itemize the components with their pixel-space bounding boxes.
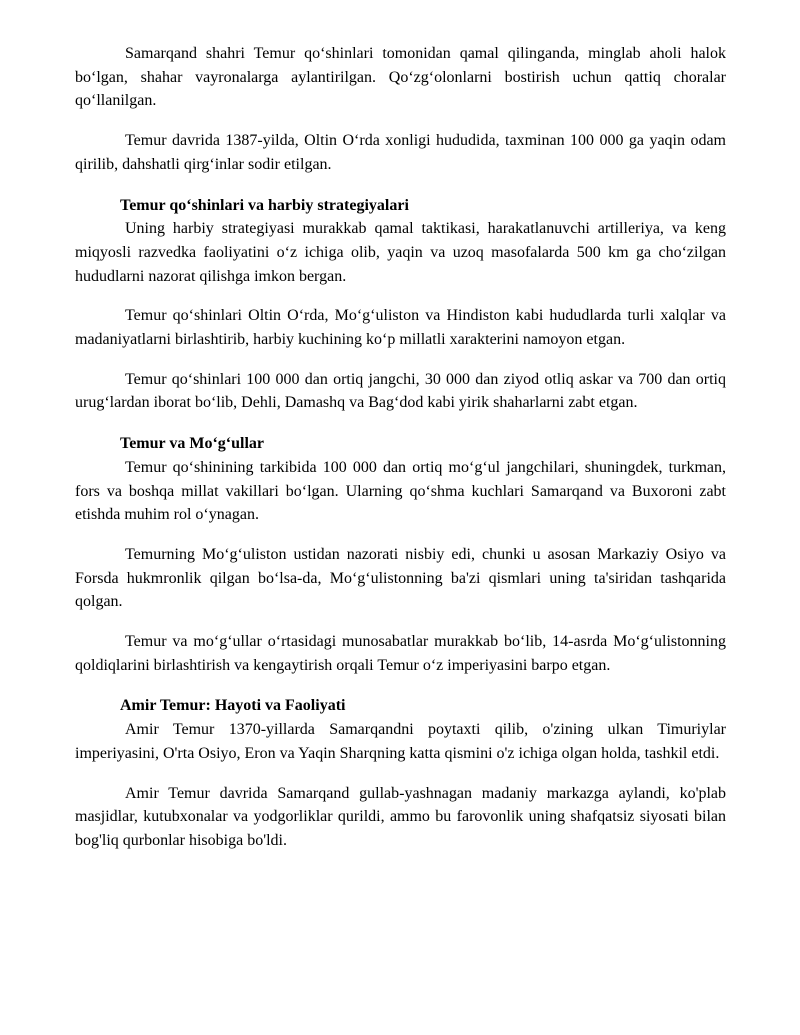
paragraph-2: Temur davrida 1387-yilda, Oltin O‘rda xonligi hududida, taxminan 100 000 ga yaqin odam qirilib, dahshatli qirg‘inlar sodir etilgan.	[75, 132, 726, 173]
section-heading-amir-temur: Amir Temur: Hayoti va Faoliyati	[120, 697, 346, 715]
section-heading-military: Temur qo‘shinlari va harbiy strategiyalari	[120, 196, 409, 214]
paragraph-7: Temurning Mo‘g‘uliston ustidan nazorati nisbiy edi, chunki u asosan Markaziy Osiyo va Forsda hukmronlik qilgan bo‘lsa-da, Mo‘g‘ulistonning ba'zi qismlari uning ta'siridan tashqarida qolgan.	[75, 545, 726, 611]
paragraph-10: Amir Temur davrida Samarqand gullab-yashnagan madaniy markazga aylandi, ko'plab masjidlar, kutubxonalar va yodgorliklar qurildi, ammo bu farovonlik uning shafqatsiz siyosati bilan bog'liq qurbonlar hisobiga bo'ldi.	[75, 784, 726, 849]
paragraph-6: Temur qo‘shinining tarkibida 100 000 dan ortiq mo‘g‘ul jangchilari, shuningdek, turkman, fors va boshqa millat vakillari bo‘lgan. Ularning qo‘shma kuchlari Samarqand va Buxoroni zabt etishda muhim rol o‘ynagan.	[75, 458, 726, 524]
paragraph-9: Amir Temur 1370-yillarda Samarqandni poytaxti qilib, o'zining ulkan Timuriylar imperiyasini, O'rta Osiyo, Eron va Yaqin Sharqning katta qismini o'z ichiga olgan holda, tashkil etdi.	[75, 721, 726, 762]
paragraph-1: Samarqand shahri Temur qo‘shinlari tomonidan qamal qilinganda, minglab aholi halok bo‘lgan, shahar vayronalarga aylantirilgan. Qo‘zg‘olonlarni bostirish uchun qattiq choralar qo‘llanilgan.	[75, 45, 726, 110]
section-heading-mongols: Temur va Mo‘g‘ullar	[120, 435, 264, 453]
paragraph-5: Temur qo‘shinlari 100 000 dan ortiq jangchi, 30 000 dan ziyod otliq askar va 700 dan ortiq urug‘lardan iborat bo‘lib, Dehli, Damashq va Bag‘dod kabi yirik shaharlarni zabt etgan.	[75, 370, 726, 412]
paragraph-8: Temur va mo‘g‘ullar o‘rtasidagi munosabatlar murakkab bo‘lib, 14-asrda Mo‘g‘ulistonning qoldiqlarini birlashtirish va kengaytirish orqali Temur o‘z imperiyasini barpo etgan.	[75, 633, 726, 674]
paragraph-4: Temur qo‘shinlari Oltin O‘rda, Mo‘g‘uliston va Hindiston kabi hududlarda turli xalqlar va madaniyatlarni birlashtirib, harbiy kuchining ko‘p millatli xarakterini namoyon etgan.	[75, 307, 726, 349]
document-page	[75, 42, 726, 853]
paragraph-3: Uning harbiy strategiyasi murakkab qamal taktikasi, harakatlanuvchi artilleriya, va keng miqyosli razvedka faoliyatini o‘z ichiga olib, yaqin va uzoq masofalarda 500 km ga cho‘zilgan hududlarni nazorat qilishga imkon bergan.	[75, 220, 726, 285]
